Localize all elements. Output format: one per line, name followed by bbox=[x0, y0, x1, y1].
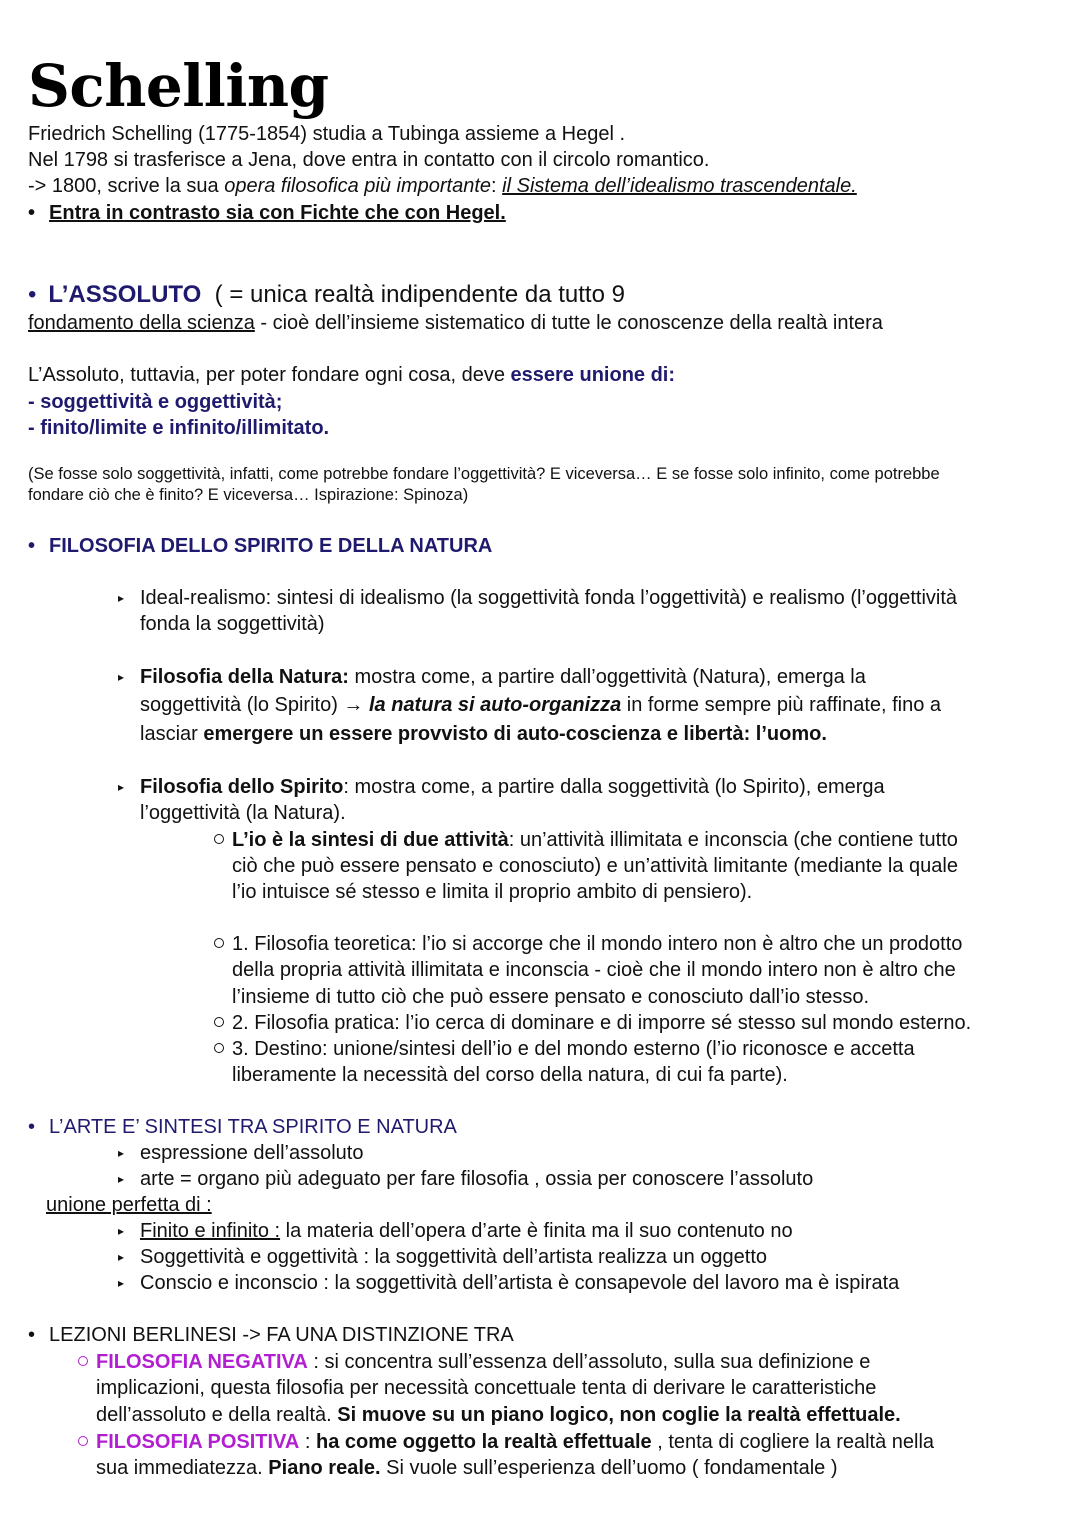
spirito-line-2: l’oggettività (la Natura). bbox=[140, 802, 346, 824]
triangle-bullet-icon: ▸ bbox=[118, 591, 125, 605]
spirito-bullet bbox=[118, 774, 124, 802]
arte-b2: arte = organo più adeguato per fare filosofia , ossia per conoscere l’assoluto bbox=[140, 1168, 814, 1190]
circle-bullet-icon bbox=[214, 834, 224, 844]
pos-line-1-bold: ha come oggetto la realtà effettuale bbox=[316, 1431, 652, 1453]
lezioni-heading bbox=[28, 1322, 514, 1348]
assoluto-item-2: - finito/limite e infinito/illimitato. bbox=[28, 417, 330, 439]
neg-line-3-a: dell’assoluto e della realtà. bbox=[96, 1404, 338, 1426]
pos-line-1-c: , tenta di cogliere la realtà nella bbox=[651, 1431, 935, 1453]
arte-b2-bullet bbox=[118, 1166, 124, 1194]
natura-line-3-a: lasciar bbox=[140, 723, 204, 745]
intro-line-3-italic: opera filosofica più importante bbox=[224, 175, 492, 197]
page-title: Schelling bbox=[28, 52, 329, 120]
teoretica-line-2: della propria attività illimitata e inconscia - cioè che il mondo intero non è altro che bbox=[232, 959, 956, 981]
destino-line-1: 3. Destino: unione/sintesi dell’io e del mondo esterno (l’io riconosce e accetta bbox=[232, 1038, 915, 1060]
triangle-bullet-icon: ▸ bbox=[118, 670, 125, 684]
natura-label: Filosofia della Natura: bbox=[140, 666, 349, 688]
intro-line-2: Nel 1798 si trasferisce a Jena, dove entra in contatto con il circolo romantico. bbox=[28, 149, 710, 171]
natura-line-2 bbox=[140, 692, 941, 718]
neg-line-3-bold: Si muove su un piano logico, non coglie la realtà effettuale. bbox=[337, 1404, 901, 1426]
pos-line-2 bbox=[96, 1455, 838, 1481]
assoluto-union bbox=[28, 362, 675, 388]
io-bold: L’io è la sintesi di due attività bbox=[232, 829, 509, 851]
spirito-heading bbox=[28, 533, 492, 559]
natura-line-3 bbox=[140, 721, 827, 747]
arte-u2-bullet bbox=[118, 1244, 124, 1272]
assoluto-foundation bbox=[28, 310, 883, 336]
destino-bullet bbox=[214, 1036, 224, 1062]
pos-bullet bbox=[78, 1429, 88, 1455]
assoluto-union-bold: essere unione di: bbox=[510, 364, 676, 386]
ideal-realismo-text-1: Ideal-realismo: sintesi di idealismo (la soggettività fonda l’oggettività) e realismo (l’oggettività bbox=[140, 587, 958, 609]
bullet-dot-icon: • bbox=[28, 535, 36, 557]
circle-bullet-icon bbox=[214, 1017, 224, 1027]
arte-heading-label: L’ARTE E’ SINTESI TRA SPIRITO E NATURA bbox=[49, 1116, 457, 1138]
spirito-heading-label: FILOSOFIA DELLO SPIRITO E DELLA NATURA bbox=[49, 535, 493, 557]
arte-union: unione perfetta di : bbox=[46, 1194, 212, 1216]
circle-bullet-icon bbox=[214, 1043, 224, 1053]
triangle-bullet-icon: ▸ bbox=[118, 1224, 125, 1238]
assoluto-heading bbox=[28, 280, 625, 310]
circle-bullet-icon bbox=[78, 1436, 88, 1446]
spirito-line-1-rest: : mostra come, a partire dalla soggettività (lo Spirito), emerga bbox=[343, 776, 885, 798]
pos-line-2-a: sua immediatezza. bbox=[96, 1457, 269, 1479]
natura-line-1 bbox=[140, 664, 866, 690]
teoretica-bullet bbox=[214, 931, 224, 957]
arte-b1-bullet bbox=[118, 1140, 124, 1168]
assoluto-note-2: fondare ciò che è finito? E viceversa… Ispirazione: Spinoza) bbox=[28, 486, 469, 504]
natura-line-2-b: in forme sempre più raffinate, fino a bbox=[621, 694, 942, 716]
io-line-2: ciò che può essere pensato e conosciuto) e un’attività limitante (mediante la quale bbox=[232, 855, 958, 877]
triangle-bullet-icon: ▸ bbox=[118, 780, 125, 794]
natura-line-2-emph: la natura si auto-organizza bbox=[368, 694, 622, 716]
arte-heading bbox=[28, 1114, 457, 1140]
triangle-bullet-icon: ▸ bbox=[118, 1250, 125, 1264]
assoluto-foundation-rest: - cioè dell’insieme sistematico di tutte le conoscenze della realtà intera bbox=[254, 312, 883, 334]
io-line-1-rest: : un’attività illimitata e inconscia (che contiene tutto bbox=[508, 829, 958, 851]
assoluto-union-prefix: L’Assoluto, tuttavia, per poter fondare ogni cosa, deve bbox=[28, 364, 511, 386]
pos-line-2-c: Si vuole sull’esperienza dell’uomo ( fondamentale ) bbox=[380, 1457, 838, 1479]
bullet-dot-icon: • bbox=[28, 1324, 36, 1346]
spirito-label: Filosofia dello Spirito bbox=[140, 776, 344, 798]
circle-bullet-icon bbox=[78, 1356, 88, 1366]
neg-line-1 bbox=[96, 1349, 870, 1375]
lezioni-heading-label: LEZIONI BERLINESI -> FA UNA DISTINZIONE TRA bbox=[49, 1324, 514, 1346]
intro-bullet-text: Entra in contrasto sia con Fichte che con Hegel. bbox=[49, 202, 506, 224]
assoluto-foundation-underlined: fondamento della scienza bbox=[28, 312, 255, 334]
intro-line-1: Friedrich Schelling (1775-1854) studia a Tubinga assieme a Hegel . bbox=[28, 123, 626, 145]
intro-bullet bbox=[28, 200, 506, 226]
io-line-1 bbox=[232, 827, 958, 853]
triangle-bullet-icon: ▸ bbox=[118, 1146, 125, 1160]
destino-line-2: liberamente la necessità del corso della natura, di cui fa parte). bbox=[232, 1064, 788, 1086]
arte-u2: Soggettività e oggettività : la soggettività dell’artista realizza un oggetto bbox=[140, 1246, 768, 1268]
assoluto-heading-rest: ( = unica realtà indipendente da tutto 9 bbox=[214, 281, 625, 308]
arte-u1-bullet bbox=[118, 1218, 124, 1246]
pos-line-1 bbox=[96, 1429, 934, 1455]
arte-b1: espressione dell’assoluto bbox=[140, 1142, 364, 1164]
bullet-dot-icon: • bbox=[28, 281, 37, 308]
arte-u3: Conscio e inconscio : la soggettività dell’artista è consapevole del lavoro ma è ispirata bbox=[140, 1272, 900, 1294]
triangle-bullet-icon: ▸ bbox=[118, 1172, 125, 1186]
assoluto-note-1: (Se fosse solo soggettività, infatti, come potrebbe fondare l’oggettività? E viceversa… E se fosse solo infinito, come potrebbe bbox=[28, 465, 940, 483]
io-line-3: l’io intuisce sé stesso e limita il proprio ambito di pensiero). bbox=[232, 881, 753, 903]
pos-label: FILOSOFIA POSITIVA bbox=[96, 1431, 300, 1453]
spirito-line-1 bbox=[140, 774, 885, 800]
neg-bullet bbox=[78, 1349, 88, 1375]
triangle-bullet-icon: ▸ bbox=[118, 1276, 125, 1290]
ideal-realismo-text-2: fonda la soggettività) bbox=[140, 613, 325, 635]
circle-bullet-icon bbox=[214, 938, 224, 948]
arte-u1-rest: la materia dell’opera d’arte è finita ma il suo contenuto no bbox=[280, 1220, 793, 1242]
arte-u1-label: Finito e infinito : bbox=[140, 1220, 281, 1242]
neg-line-1-rest: : si concentra sull’essenza dell’assoluto, sulla sua definizione e bbox=[307, 1351, 871, 1373]
intro-work-title: il Sistema dell’idealismo trascendentale. bbox=[502, 175, 857, 197]
intro-line-3-prefix: -> 1800, scrive la sua bbox=[28, 175, 225, 197]
teoretica-line-1: 1. Filosofia teoretica: l’io si accorge che il mondo intero non è altro che un prodotto bbox=[232, 933, 963, 955]
pratica-bullet bbox=[214, 1010, 224, 1036]
io-bullet bbox=[214, 827, 224, 853]
bullet-dot-icon: • bbox=[28, 1116, 36, 1138]
assoluto-item-1: - soggettività e oggettività; bbox=[28, 391, 283, 413]
arte-u1 bbox=[140, 1218, 793, 1244]
intro-line-3-colon: : bbox=[491, 175, 503, 197]
natura-line-3-bold: emergere un essere provvisto di auto-coscienza e libertà: l’uomo. bbox=[203, 723, 827, 745]
ideal-realismo-line-1 bbox=[118, 585, 124, 613]
natura-bullet bbox=[118, 664, 124, 692]
pos-line-2-bold: Piano reale. bbox=[268, 1457, 381, 1479]
bullet-dot-icon: • bbox=[28, 202, 36, 224]
teoretica-line-3: l’insieme di tutto ciò che può essere pensato e conosciuto dall’io stesso. bbox=[232, 986, 870, 1008]
neg-line-2: implicazioni, questa filosofia per necessità concettuale tenta di derivare le caratteristiche bbox=[96, 1377, 877, 1399]
intro-line-3 bbox=[28, 173, 857, 199]
assoluto-heading-label: L’ASSOLUTO bbox=[48, 281, 202, 308]
pratica-line: 2. Filosofia pratica: l’io cerca di dominare e di imporre sé stesso sul mondo esterno. bbox=[232, 1012, 972, 1034]
pos-line-1-a: : bbox=[299, 1431, 317, 1453]
neg-line-3 bbox=[96, 1402, 901, 1428]
natura-line-1-rest: mostra come, a partire dall’oggettività (Natura), emerga la bbox=[348, 666, 866, 688]
neg-label: FILOSOFIA NEGATIVA bbox=[96, 1351, 308, 1373]
arte-u3-bullet bbox=[118, 1270, 124, 1298]
natura-line-2-a: soggettività (lo Spirito) → bbox=[140, 694, 369, 716]
